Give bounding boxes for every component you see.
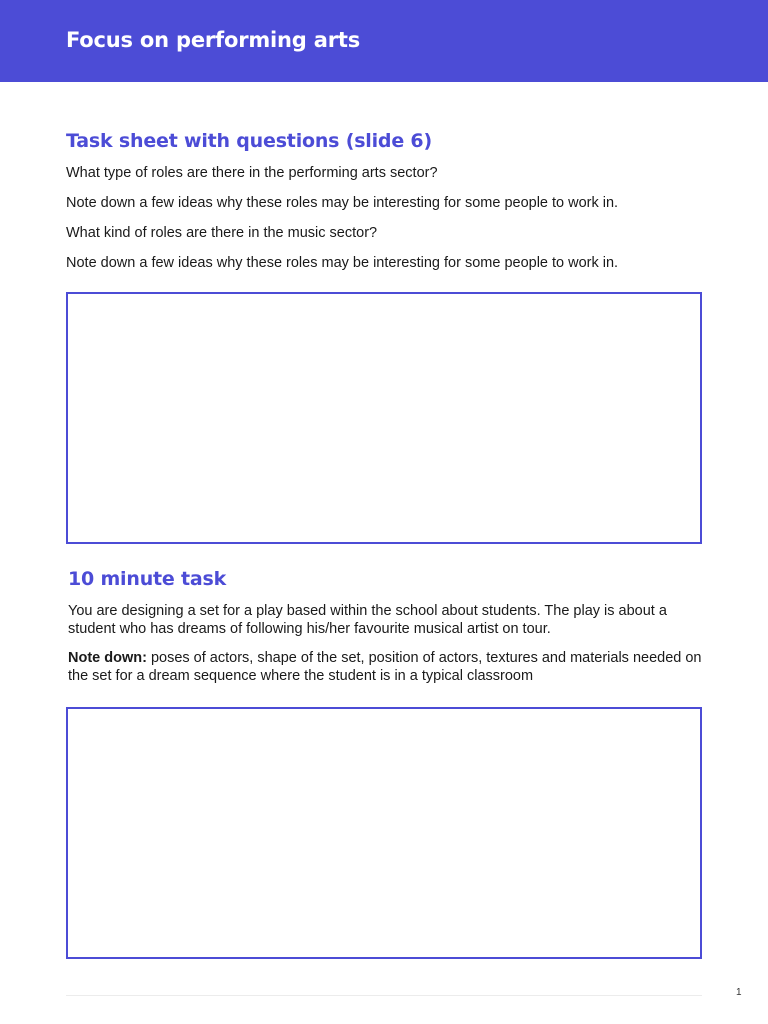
task-description: You are designing a set for a play based within the school about students. The play is about a student who has dreams of following his/her favourite musical artist on tour. [68, 603, 667, 637]
question-2: Note down a few ideas why these roles may be interesting for some people to work in. [66, 195, 619, 211]
header-band [0, 0, 768, 82]
note-down-text: poses of actors, shape of the set, position of actors, textures and materials needed on the set for a dream sequence where the student is in a typical classroom [68, 650, 702, 684]
note-down-paragraph [68, 649, 708, 685]
answer-box-task[interactable] [66, 707, 702, 959]
footer-divider [66, 995, 702, 996]
page-title: Focus on performing arts [66, 28, 361, 52]
answer-box-questions[interactable] [66, 292, 702, 544]
page-number: 1 [736, 987, 742, 998]
question-1: What type of roles are there in the performing arts sector? [66, 165, 438, 181]
note-down-label: Note down: [68, 650, 147, 666]
task-sheet-heading: Task sheet with questions (slide 6) [66, 130, 432, 152]
question-3: What kind of roles are there in the music sector? [66, 225, 378, 241]
ten-minute-task-heading: 10 minute task [68, 568, 227, 590]
question-4: Note down a few ideas why these roles may be interesting for some people to work in. [66, 255, 619, 271]
